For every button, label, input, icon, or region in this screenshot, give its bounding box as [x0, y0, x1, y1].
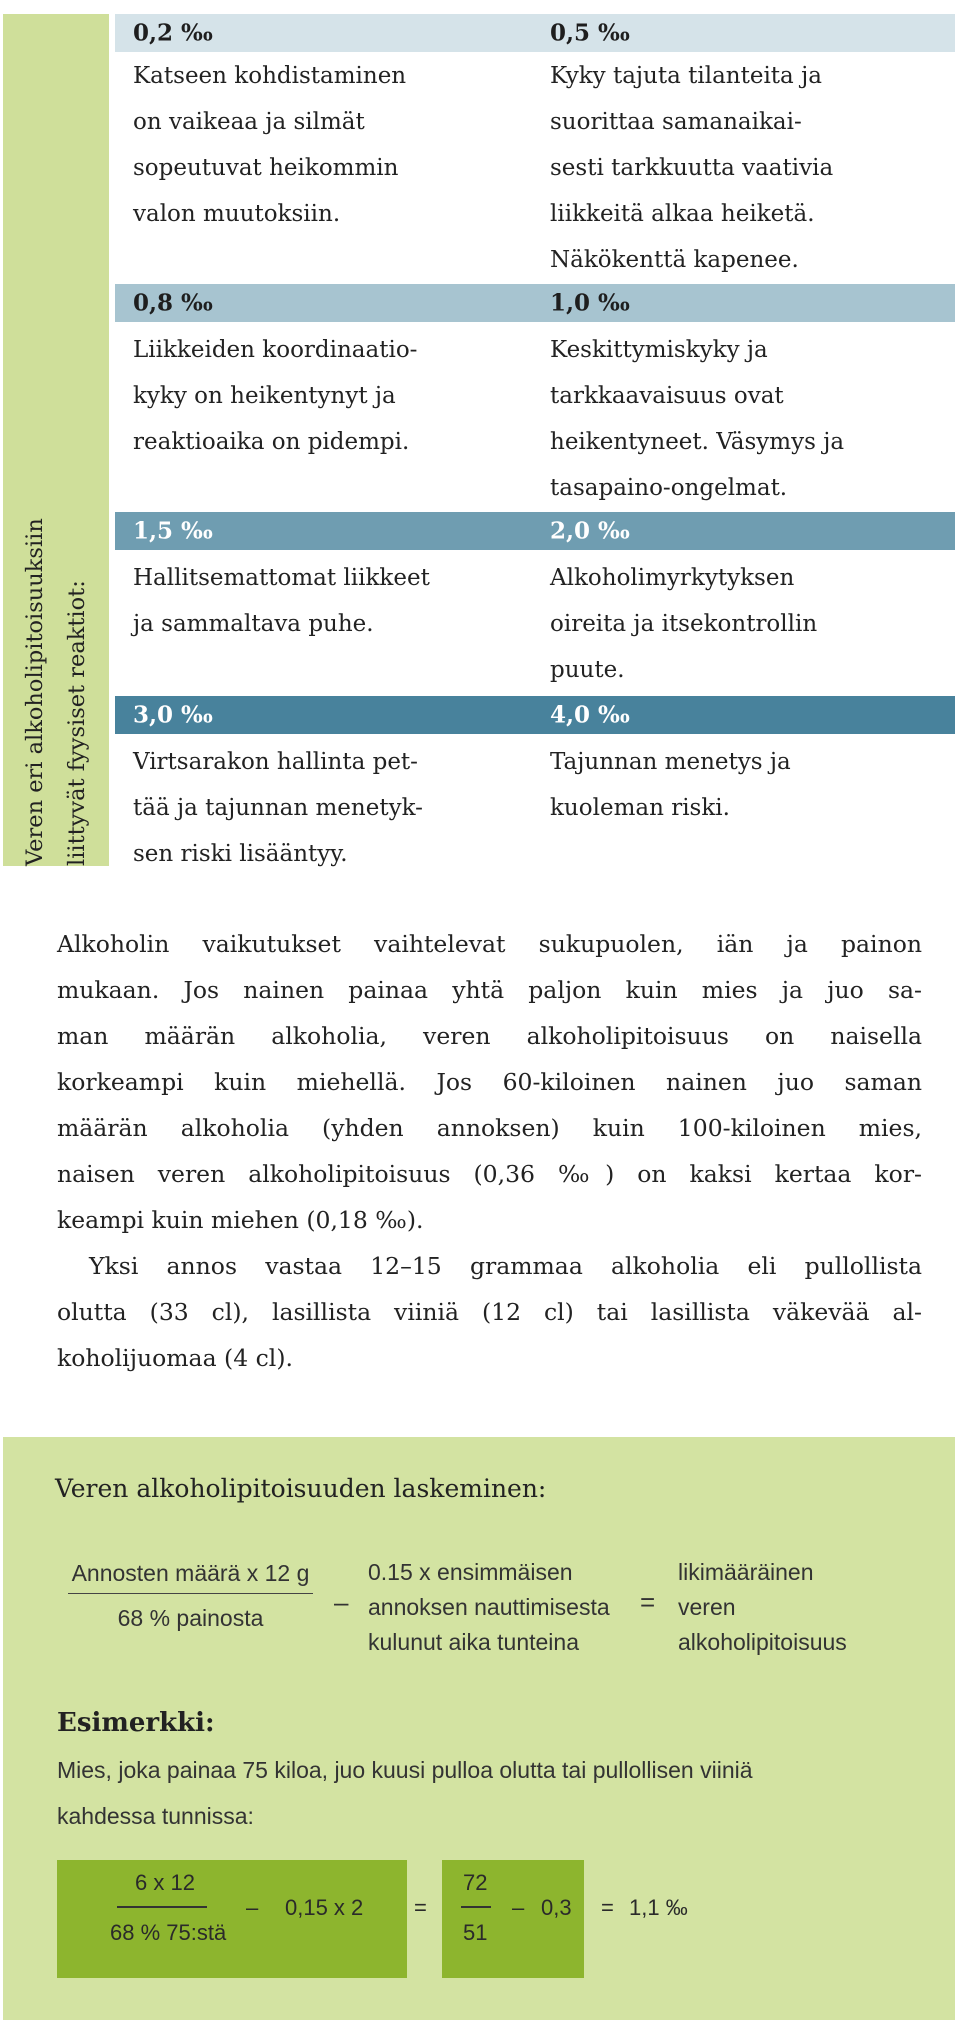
reaction-cell — [133, 53, 406, 237]
example-fraction2-numerator: 72 — [463, 1870, 488, 1895]
level-band — [115, 512, 955, 550]
example-fraction1-denominator: 68 % 75:stä — [110, 1920, 227, 1945]
text-line: veren — [678, 1594, 736, 1620]
level-label: 0,8 ‰ — [133, 289, 213, 317]
text-line: Alkoholin vaikutukset vaihtelevat sukupuolen, iän ja painon — [57, 930, 922, 958]
text-line: määrän alkoholia (yhden annoksen) kuin 100-kiloinen mies, — [57, 1114, 922, 1142]
level-label: 1,0 ‰ — [550, 289, 630, 317]
side-label-line: Veren eri alkoholipitoisuuksiin — [22, 518, 48, 866]
reaction-cell — [550, 327, 844, 511]
example-fraction1-numerator: 6 x 12 — [135, 1870, 195, 1895]
calculation-title: Veren alkoholipitoisuuden laskeminen: — [55, 1474, 547, 1503]
example-text — [57, 1747, 753, 1839]
text-line: 0.15 x ensimmäisen — [368, 1559, 573, 1585]
text-line: heikentyneet. Väsymys ja — [550, 429, 845, 455]
formula-numerator: Annosten määrä x 12 g — [68, 1560, 313, 1594]
text-line: annoksen nauttimisesta — [368, 1594, 610, 1620]
example-minus: – — [246, 1895, 259, 1920]
level-label: 1,5 ‰ — [133, 517, 213, 545]
text-line: Keskittymiskyky ja — [550, 337, 768, 363]
example-equals: = — [414, 1895, 427, 1920]
level-label: 2,0 ‰ — [550, 517, 630, 545]
text-line: kuoleman riski. — [550, 795, 730, 821]
text-line: Virtsarakon hallinta pet- — [133, 749, 418, 775]
side-label — [3, 14, 109, 866]
text-line: Näkökenttä kapenee. — [550, 247, 799, 273]
level-band — [115, 696, 955, 734]
text-line: olutta (33 cl), lasillista viiniä (12 cl) tai lasillista väkevää al- — [57, 1298, 922, 1326]
formula-minus: – — [334, 1587, 349, 1617]
example-result: 1,1 ‰ — [629, 1895, 688, 1920]
formula-result — [678, 1555, 847, 1660]
text-line: alkoholipitoisuus — [678, 1629, 847, 1655]
side-label-line: liittyvät fyysiset reaktiot: — [64, 580, 90, 866]
formula-equals: = — [640, 1587, 656, 1617]
example-term: 0,15 x 2 — [285, 1895, 364, 1920]
text-line: keampi kuin miehen (0,18 ‰). — [57, 1206, 424, 1234]
text-line: mukaan. Jos nainen painaa yhtä paljon kuin mies ja juo sa- — [57, 976, 922, 1004]
text-line: ja sammaltava puhe. — [133, 611, 374, 637]
example-fraction2-denominator: 51 — [463, 1920, 488, 1945]
text-line: Tajunnan menetys ja — [550, 749, 791, 775]
text-line: Alkoholimyrkytyksen — [550, 565, 795, 591]
example-equals: = — [601, 1895, 614, 1920]
text-line: tarkkaavaisuus ovat — [550, 383, 784, 409]
reaction-cell — [550, 739, 791, 831]
text-line: Katseen kohdistaminen — [133, 63, 407, 89]
text-line: oireita ja itsekontrollin — [550, 611, 818, 637]
text-line: kahdessa tunnissa: — [57, 1803, 254, 1829]
text-line: sesti tarkkuutta vaativia — [550, 155, 834, 181]
level-label: 0,5 ‰ — [550, 19, 630, 47]
body-text — [57, 921, 922, 1381]
reaction-cell — [133, 555, 430, 647]
text-line: korkeampi kuin miehellä. Jos 60-kiloinen nainen juo saman — [57, 1068, 922, 1096]
text-line: kulunut aika tunteina — [368, 1629, 579, 1655]
level-label: 4,0 ‰ — [550, 701, 630, 729]
text-line: Kyky tajuta tilanteita ja — [550, 63, 822, 89]
level-label: 3,0 ‰ — [133, 701, 213, 729]
text-line: reaktioaika on pidempi. — [133, 429, 410, 455]
level-band — [115, 284, 955, 322]
text-line: liikkeitä alkaa heiketä. — [550, 201, 815, 227]
text-line: man määrän alkoholia, veren alkoholipitoisuus on naisella — [57, 1022, 922, 1050]
formula-denominator: 68 % painosta — [117, 1605, 264, 1631]
fraction-line — [117, 1906, 207, 1908]
reaction-cell — [133, 327, 417, 465]
fraction-line — [461, 1906, 491, 1908]
text-line: suorittaa samanaikai- — [550, 109, 802, 135]
text-line: sen riski lisääntyy. — [133, 841, 348, 867]
text-line: naisen veren alkoholipitoisuus (0,36 ‰) on kaksi kertaa kor- — [57, 1160, 922, 1188]
text-line: valon muutoksiin. — [133, 201, 341, 227]
example-title: Esimerkki: — [57, 1708, 215, 1738]
level-band — [115, 14, 955, 52]
text-line: Mies, joka painaa 75 kiloa, juo kuusi pulloa olutta tai pullollisen viiniä — [57, 1757, 753, 1783]
example-minus: – — [512, 1895, 525, 1920]
level-label: 0,2 ‰ — [133, 19, 213, 47]
text-line: tää ja tajunnan menetyk- — [133, 795, 423, 821]
text-line: Hallitsemattomat liikkeet — [133, 565, 430, 591]
text-line: on vaikeaa ja silmät — [133, 109, 365, 135]
reaction-cell — [133, 739, 423, 877]
text-line: puute. — [550, 657, 625, 683]
text-line: koholijuomaa (4 cl). — [57, 1344, 293, 1372]
text-line: tasapaino-ongelmat. — [550, 475, 788, 501]
reaction-cell — [550, 555, 817, 693]
example-term: 0,3 — [541, 1895, 572, 1920]
formula-subtrahend — [368, 1555, 610, 1660]
text-line: Liikkeiden koordinaatio- — [133, 337, 418, 363]
text-line: Yksi annos vastaa 12–15 grammaa alkoholia eli pullollista — [89, 1252, 922, 1280]
text-line: sopeutuvat heikommin — [133, 155, 399, 181]
reaction-cell — [550, 53, 833, 283]
text-line: likimääräinen — [678, 1559, 814, 1585]
text-line: kyky on heikentynyt ja — [133, 383, 396, 409]
